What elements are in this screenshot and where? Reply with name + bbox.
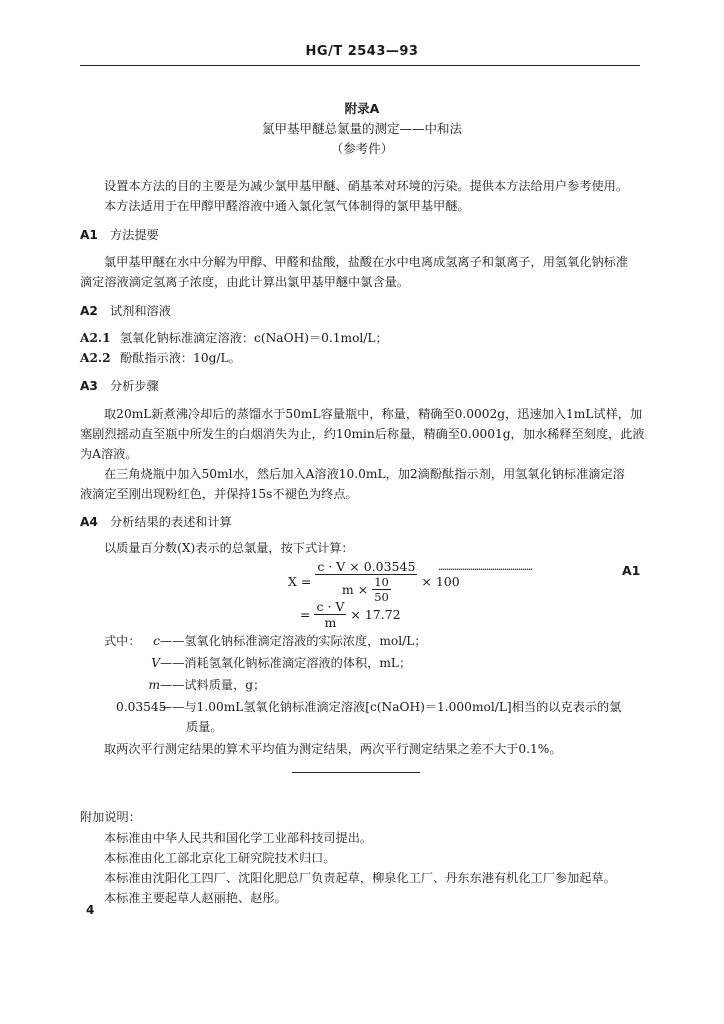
def-v-symbol: V: [151, 656, 160, 670]
intro-line-2: 本方法适用于在甲醇甲醛溶液中通入氯化氢气体制得的氯甲基甲醚。: [104, 199, 470, 213]
standard-code: HG/T 2543—93: [305, 44, 419, 59]
formula-a1-simplified: [300, 599, 401, 630]
end-rule: [292, 772, 420, 773]
note-line-2: 本标准由化工部北京化工研究院技术归口。: [104, 851, 336, 865]
header-rule: [80, 65, 640, 66]
section-a3-title: 分析步骤: [110, 379, 159, 393]
section-a2-number: A2: [80, 304, 98, 318]
a3-line-3: 为A溶液。: [80, 447, 138, 461]
def-m: [142, 676, 265, 693]
def-c: [142, 632, 427, 649]
section-a1-title: 方法提要: [110, 228, 159, 242]
section-a2-title: 试剂和溶液: [110, 304, 171, 318]
section-a1-heading: [80, 226, 159, 243]
formula-a1-tail: × 100: [421, 574, 460, 589]
a4-final: 取两次平行测定结果的算术平均值为测定结果，两次平行测定结果之差不大于0.1%。: [104, 742, 562, 756]
formula-a1-fraction: [315, 559, 417, 604]
section-a4-number: A4: [80, 515, 98, 529]
note-line-1: 本标准由中华人民共和国化学工业部科技司提出。: [104, 831, 373, 845]
def-m-symbol: m: [148, 678, 160, 692]
a2-item-2: [80, 349, 241, 366]
formula-a1-sub-numerator: 10: [374, 575, 389, 589]
a2-item-1-number: A2.1: [80, 331, 111, 345]
formula-eq-sign: =: [300, 607, 311, 622]
a3-line-4: 在三角烧瓶中加入50ml水，然后加入A溶液10.0mL，加2滴酚酞指示剂，用氢氧化钠标准滴定溶: [104, 467, 625, 481]
def-m-text: ——试料质量，g；: [160, 678, 266, 692]
appendix-label: 附录A: [344, 101, 380, 116]
def-v: [142, 654, 411, 671]
section-a2-heading: [80, 302, 171, 319]
formula-a1-dots: ···············································: [438, 563, 532, 576]
formula-a1-lhs: X =: [288, 574, 312, 589]
a2-item-1: [80, 329, 388, 346]
a1-line-2: 滴定溶液滴定氢离子浓度，由此计算出氯甲基甲醚中氯含量。: [80, 275, 410, 289]
formula-simplified-denominator: m: [324, 615, 337, 630]
def-c-text: ——氢氧化钠标准滴定溶液的实际浓度，mol/L；: [160, 634, 427, 648]
appendix-type: （参考件）: [330, 141, 394, 156]
intro-line-1: 设置本方法的目的主要是为减少氯甲基甲醚、硝基苯对环境的污染。提供本方法给用户参考使用。: [104, 179, 629, 193]
formula-a1-label: A1: [622, 563, 641, 578]
a2-item-2-text: 酚酞指示液：10g/L。: [120, 351, 241, 365]
def-constant-symbol: 0.03545: [116, 700, 167, 714]
a3-line-5: 液滴定至刚出现粉红色，并保持15s不褪色为终点。: [80, 487, 358, 501]
formula-simplified-numerator: c · V: [316, 599, 345, 614]
a4-intro: 以质量百分数(X)表示的总氯量，按下式计算：: [104, 541, 354, 555]
appendix-title: 氯甲基甲醚总氯量的测定——中和法: [261, 121, 462, 136]
a1-line-1: 氯甲基甲醚在水中分解为甲醇、甲醛和盐酸，盐酸在水中电离成氢离子和氯离子，用氢氧化钠标准: [104, 255, 629, 269]
section-a4-heading: [80, 513, 232, 530]
formula-a1: [288, 559, 460, 604]
def-v-text: ——消耗氢氧化钠标准滴定溶液的体积，mL；: [160, 656, 412, 670]
page-number: 4: [86, 903, 95, 917]
where-label: 式中：: [104, 634, 141, 648]
note-line-4: 本标准主要起草人赵丽艳、赵彤。: [104, 891, 287, 905]
def-c-symbol: c: [153, 634, 160, 648]
formula-a1-den-m: m ×: [341, 582, 369, 597]
section-a3-heading: [80, 377, 159, 394]
a2-item-2-number: A2.2: [80, 351, 111, 365]
def-constant-cont: 质量。: [186, 720, 223, 734]
notes-label: 附加说明：: [80, 810, 141, 824]
formula-a1-sub-denominator: 50: [374, 590, 389, 604]
note-line-3: 本标准由沈阳化工四厂、沈阳化肥总厂负责起草，柳泉化工厂、丹东东港有机化工厂参加起草。: [104, 871, 616, 885]
formula-simplified-fraction: [314, 599, 346, 630]
a3-line-2: 塞剧烈摇动直至瓶中所发生的白烟消失为止，约10min后称量，精确至0.0001g，加水稀释至刻度，此液: [80, 427, 645, 441]
formula-simplified-tail: × 17.72: [350, 607, 401, 622]
def-constant-text: ——与1.00mL氢氧化钠标准滴定溶液[c(NaOH)＝1.000mol/L]相当的以克表示的氯: [160, 700, 622, 714]
formula-a1-numerator: c · V × 0.03545: [317, 559, 416, 574]
section-a1-number: A1: [80, 228, 98, 242]
a2-item-1-text: 氢氧化钠标准滴定溶液：c(NaOH)＝0.1mol/L；: [120, 331, 388, 345]
section-a4-title: 分析结果的表述和计算: [110, 515, 232, 529]
section-a3-number: A3: [80, 379, 98, 393]
a3-line-1: 取20mL新煮沸冷却后的蒸馏水于50mL容量瓶中，称量，精确至0.0002g，迅速加入1mL试样，加: [104, 407, 643, 421]
def-constant: [116, 698, 621, 715]
